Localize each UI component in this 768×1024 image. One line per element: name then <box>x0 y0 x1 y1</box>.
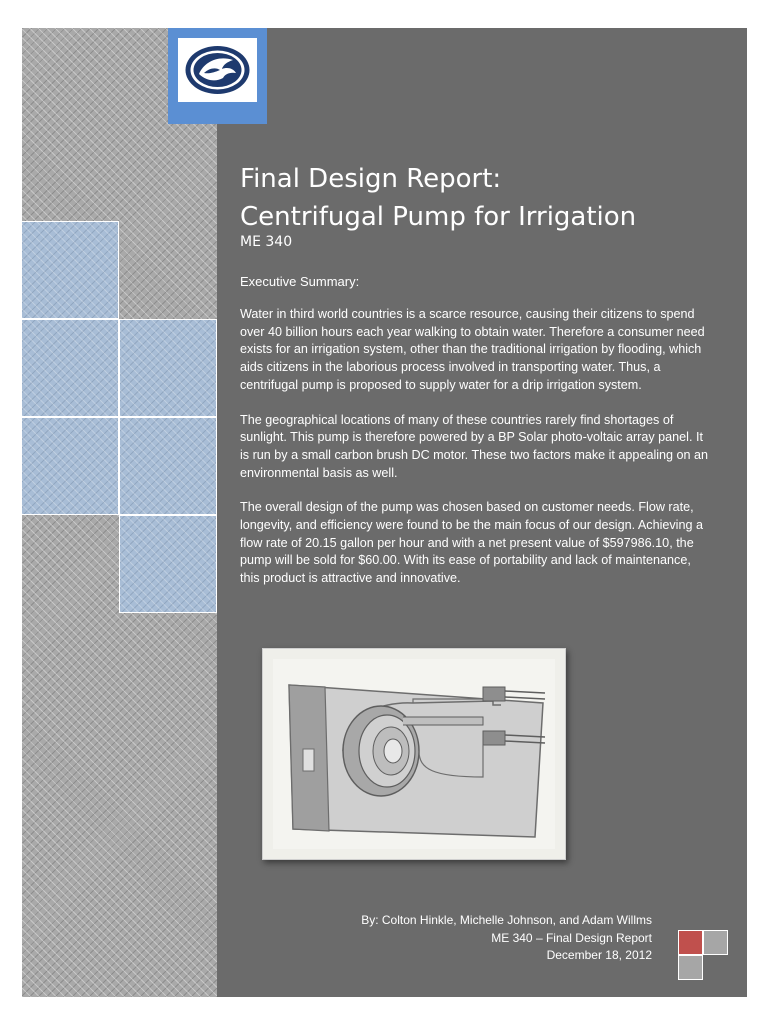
report-content <box>240 160 710 588</box>
summary-paragraph: The overall design of the pump was chosen based on customer needs. Flow rate, longevity, and efficiency were found to be the main focus of our design. Achieving a flow rate of 20.15 gallon per hour and with a net present value of $597986.10, the pump will be sold for $60.00. With its ease of portability and lack of maintenance, this product is attractive and innovative. <box>240 500 703 586</box>
decorative-tile <box>120 320 216 416</box>
decorative-tile <box>120 418 216 514</box>
decorative-tile <box>120 516 216 612</box>
report-name: ME 340 – Final Design Report <box>491 930 652 945</box>
lion-shield-icon <box>178 38 257 102</box>
report-date: December 18, 2012 <box>546 948 652 962</box>
decorative-square-red <box>678 930 703 955</box>
summary-paragraph: The geographical locations of many of these countries rarely find shortages of sunlight. This pump is therefore powered by a BP Solar photo-voltaic array panel. It is run by a small carbon brush DC motor. These two factors make it appealing on an environmental basis as well. <box>240 412 709 480</box>
title-line-2: Centrifugal Pump for Irrigation <box>240 202 637 232</box>
decorative-square-grey <box>678 955 703 980</box>
logo-box <box>168 28 267 124</box>
report-title <box>240 160 710 236</box>
byline <box>361 912 652 965</box>
pump-figure <box>262 648 566 860</box>
decorative-tile <box>22 418 118 514</box>
decorative-tile <box>22 320 118 416</box>
summary-paragraph: Water in third world countries is a scarce resource, causing their citizens to spend over 40 billion hours each year walking to obtain water. Therefore a consumer need exists for an irrigation system, other than the traditional irrigation by flooding, which aids citizens in the laborious process involved in transporting water. Thus, a centrifugal pump is proposed to supply water for a drip irrigation system. <box>240 307 705 392</box>
authors: By: Colton Hinkle, Michelle Johnson, and Adam Willms <box>361 913 652 927</box>
decorative-tile <box>22 222 118 318</box>
decorative-square-grey <box>703 930 728 955</box>
title-line-1: Final Design Report: <box>240 164 502 194</box>
pump-drawing <box>273 659 555 849</box>
executive-summary-heading: Executive Summary: <box>240 274 360 289</box>
university-logo <box>178 38 257 102</box>
course-code: ME 340 <box>240 234 293 250</box>
